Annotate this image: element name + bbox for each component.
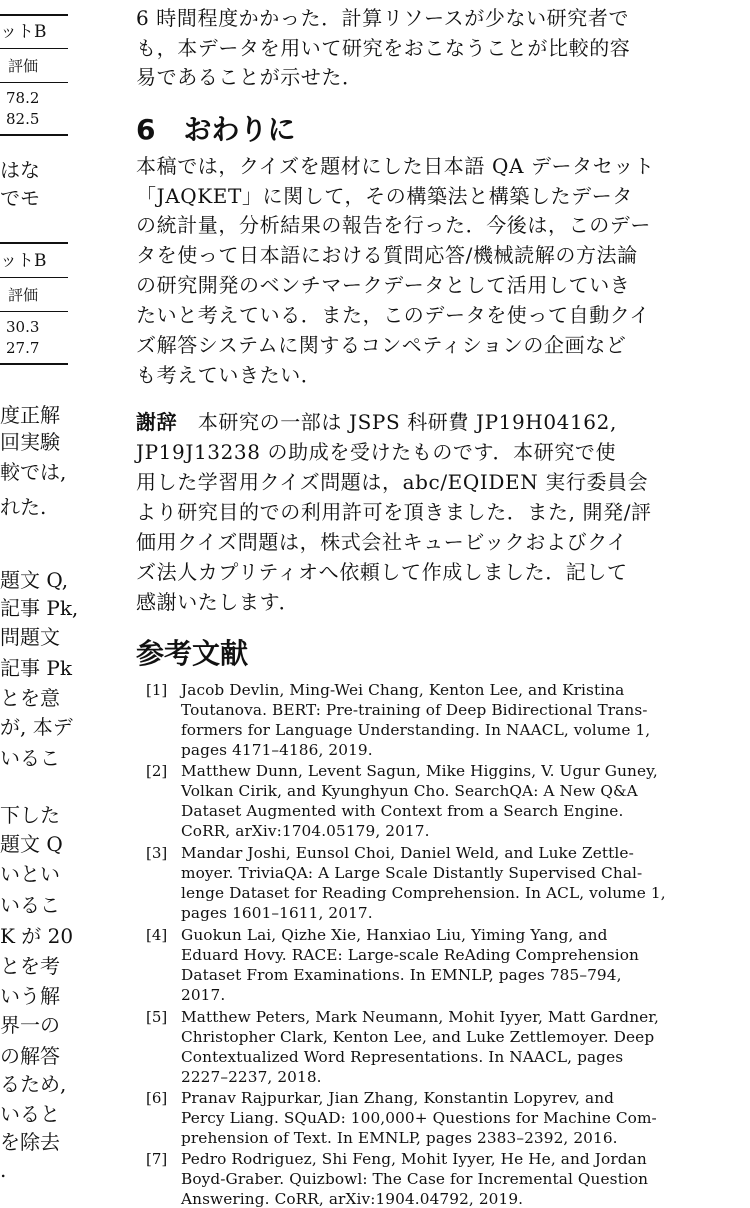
reference-line: Christopher Clark, Kenton Lee, and Luke Zettlemoyer. Deep [181,1028,655,1046]
reference-line: Toutanova. BERT: Pre-training of Deep Bidirectional Trans- [181,701,648,719]
acknowledgement-line: 感謝いたします． [136,590,300,614]
reference-line: pages 4171–4186, 2019. [181,741,373,759]
left-text-line: でモ [0,186,40,210]
section-line: の研究開発のベンチマークデータとして活用していき [136,273,631,297]
reference-line: Guokun Lai, Qizhe Xie, Hanxiao Liu, Yiming Yang, and [181,926,608,944]
table2-top-rule [0,242,68,244]
intro-line: 易であることが示せた． [136,65,363,89]
reference-line: Dataset From Examinations. In EMNLP, pages 785–794, [181,966,622,984]
left-text-line: 下した [0,803,60,827]
table2-value-1: 30.3 [6,318,40,336]
reference-line: Dataset Augmented with Context from a Search Engine. [181,802,624,820]
left-text-line: 度正解 [0,403,60,427]
left-text-line: . [0,1158,7,1182]
left-text-line: とを考 [0,954,60,978]
reference-line: 2227–2237, 2018. [181,1068,322,1086]
left-text-line: いとい [0,862,60,886]
section-line: ズ解答システムに関するコンペティションの企画など [136,333,627,357]
intro-line: も，本データを用いて研究をおこなうことが比較的容 [136,36,631,60]
reference-line: Pedro Rodriguez, Shi Feng, Mohit Iyyer, He He, and Jordan [181,1150,647,1168]
left-text-line: の解答 [0,1044,60,1068]
table1-mid-rule [0,48,68,49]
left-text-line: K が 20 [0,924,74,948]
left-text-line: 記事 Pk, [0,596,79,620]
left-text-line: はな [0,158,40,182]
acknowledgement-label: 謝辞 [136,410,178,434]
acknowledgement-line: JP19J13238 の助成を受けたものです．本研究で使 [136,440,617,464]
table2-bottom-rule [0,363,68,365]
reference-line: CoRR, arXiv:1704.05179, 2017. [181,822,430,840]
acknowledgement-line: 価用クイズ問題は，株式会社キュービックおよびクイ [136,530,628,554]
table2-subheader: 評価 [8,286,39,304]
reference-number: [2] [146,762,168,780]
left-text-line: いると [0,1102,60,1126]
table1-value-1: 78.2 [6,89,40,107]
left-text-line: 記事 Pk [0,656,72,680]
table1-mid-rule-2 [0,82,68,83]
table2-mid-rule-2 [0,311,68,312]
section-line: たいと考えている．また，このデータを使って自動クイ [136,303,650,327]
acknowledgement-line: ズ法人カプリティオへ依頼して作成しました．記して [136,560,628,584]
reference-number: [1] [146,681,168,699]
reference-line: formers for Language Understanding. In NAACL, volume 1, [181,721,651,739]
left-text-line: いう解 [0,984,60,1008]
acknowledgement-text: 本研究の一部は JSPS 科研費 JP19H04162, [197,410,617,434]
left-text-line: 界一の [0,1013,60,1037]
section-line: 「JAQKET」に関して，その構築法と構築したデータ [136,184,633,208]
section-line: 本稿では，クイズを題材にした日本語 QA データセット [136,154,655,178]
references-heading: 参考文献 [136,637,249,670]
reference-line: Mandar Joshi, Eunsol Choi, Daniel Weld, and Luke Zettle- [181,844,634,862]
reference-line: lenge Dataset for Reading Comprehension. In ACL, volume 1, [181,884,666,902]
table2-mid-rule [0,277,68,278]
left-text-line: れた. [0,495,47,519]
left-column-fragment [0,0,79,1200]
table1-subheader: 評価 [8,57,39,75]
reference-line: Percy Liang. SQuAD: 100,000+ Questions for Machine Com- [181,1109,657,1127]
reference-line: Contextualized Word Representations. In NAACL, pages [181,1048,624,1066]
reference-line: Eduard Hovy. RACE: Large-scale ReAding Comprehension [181,946,639,964]
table1-top-rule [0,14,68,16]
reference-line: Pranav Rajpurkar, Jian Zhang, Konstantin Lopyrev, and [181,1089,615,1107]
left-text-line: るため, [0,1072,67,1096]
reference-line: Matthew Dunn, Levent Sagun, Mike Higgins, V. Ugur Guney, [181,762,658,780]
section-line: の統計量，分析結果の報告を行った．今後は，このデー [136,213,651,237]
reference-line: prehension of Text. In EMNLP, pages 2383–2392, 2016. [181,1129,618,1147]
left-text-line: とを意 [0,686,60,710]
section-heading: 6 おわりに [136,113,296,146]
left-text-line: 回実験 [0,430,60,454]
table1-value-2: 82.5 [6,110,40,128]
reference-line: Volkan Cirik, and Kyunghyun Cho. SearchQA: A New Q&A [181,782,638,800]
left-text-line: 題文 Q [0,832,63,856]
reference-line: 2017. [181,986,226,1004]
reference-number: [5] [146,1008,168,1026]
reference-line: Jacob Devlin, Ming-Wei Chang, Kenton Lee, and Kristina [181,681,625,699]
table1-bottom-rule [0,134,68,136]
left-text-line: 較では, [0,460,67,484]
left-text-line: 問題文 [0,625,60,649]
left-text-line: を除去 [0,1130,60,1154]
reference-number: [6] [146,1089,168,1107]
reference-line: pages 1601–1611, 2017. [181,904,373,922]
section-line: も考えていきたい． [136,363,322,387]
reference-line: Answering. CoRR, arXiv:1904.04792, 2019. [181,1190,524,1208]
reference-line: Boyd-Graber. Quizbowl: The Case for Incremental Question [181,1170,649,1188]
left-text-line: いるこ [0,746,60,770]
table2-value-2: 27.7 [6,339,40,357]
left-text-line: が, 本デ [0,715,73,739]
section-line: タを使って日本語における質問応答/機械読解の方法論 [136,243,638,267]
intro-line: 6 時間程度かかった．計算リソースが少ない研究者で [136,6,630,30]
acknowledgement-line: 用した学習用クイズ問題は，abc/EQIDEN 実行委員会 [136,470,649,494]
table1-header: ットB [0,22,47,42]
reference-line: Matthew Peters, Mark Neumann, Mohit Iyyer, Matt Gardner, [181,1008,659,1026]
left-text-line: 題文 Q, [0,568,69,592]
acknowledgement-first-line [136,412,617,432]
acknowledgement-line: より研究目的での利用許可を頂きました．また, 開発/評 [136,500,652,524]
table2-header: ットB [0,251,47,271]
reference-line: moyer. TriviaQA: A Large Scale Distantly Supervised Chal- [181,864,643,882]
left-text-line: いるこ [0,893,60,917]
reference-number: [7] [146,1150,168,1168]
reference-number: [3] [146,844,168,862]
reference-number: [4] [146,926,168,944]
